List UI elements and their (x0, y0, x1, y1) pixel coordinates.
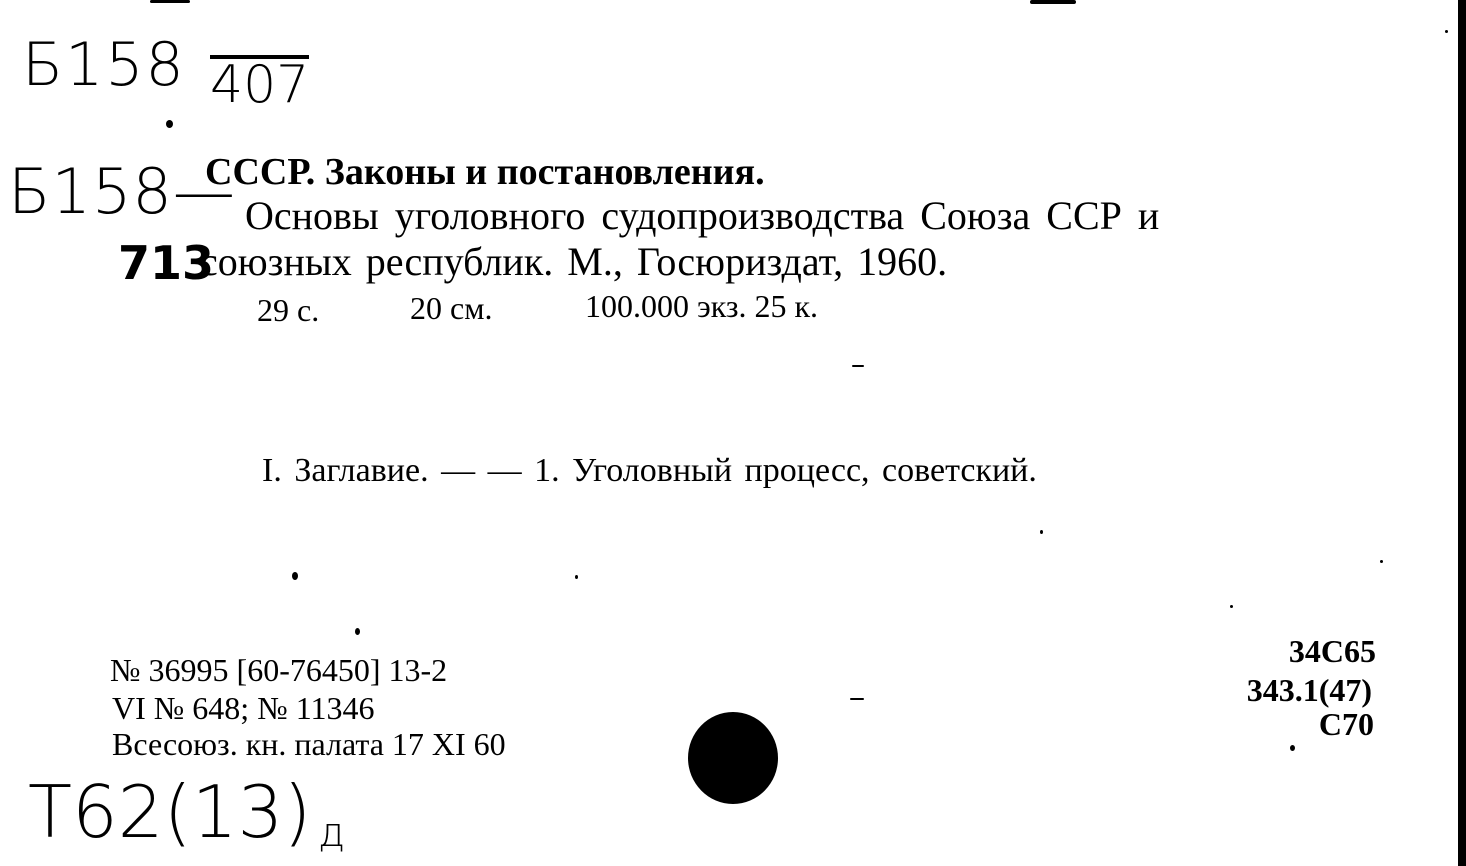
handwritten-call-number-left: Б158— (8, 155, 236, 228)
physical-size: 20 см. (410, 290, 493, 326)
handwritten-bottom-suffix: д (318, 810, 346, 856)
speck-dot (1380, 560, 1383, 563)
physical-pages: 29 с. (257, 292, 320, 328)
registry-line2: VI № 648; № 11346 (112, 690, 375, 726)
speck-dot (575, 575, 578, 579)
physical-print-run-price: 100.000 экз. 25 к. (585, 288, 819, 324)
registry-line1: № 36995 [60-76450] 13-2 (110, 652, 448, 688)
speck-dot (355, 628, 360, 635)
speck-dot (150, 0, 190, 3)
speck-dot (1230, 605, 1233, 608)
classification-line3: С70 (1318, 706, 1374, 742)
handwritten-call-number-sub: 713 (118, 236, 215, 290)
entry-heading: СССР. Законы и постановления. (205, 151, 765, 193)
entry-tracings: I. Заглавие. — — 1. Уголовный процесс, советский. (262, 452, 1037, 489)
handwritten-call-number-top: Б158 (22, 30, 186, 100)
registry-line3: Всесоюз. кн. палата 17 XI 60 (112, 726, 506, 762)
entry-title-line1: Основы уголовного судопроизводства Союза ССР и (245, 193, 1160, 238)
punch-hole (688, 712, 778, 804)
handwritten-bottom-mark: Т62(13) (28, 770, 312, 854)
speck-dot (1030, 0, 1076, 4)
speck-dot (850, 698, 864, 700)
speck-dot (852, 365, 864, 367)
speck-dot (166, 120, 173, 128)
speck-dot (1445, 30, 1448, 33)
classification-line2: 343.1(47) (1246, 672, 1372, 708)
speck-dot (292, 572, 298, 580)
speck-dot (1290, 745, 1295, 751)
handwritten-call-number-top-suffix: 407 (210, 55, 310, 115)
entry-title-line2: союзных республик. М., Госюриздат, 1960. (200, 239, 948, 284)
speck-dot (1040, 530, 1043, 534)
classification-line1: 34С65 (1288, 633, 1376, 669)
